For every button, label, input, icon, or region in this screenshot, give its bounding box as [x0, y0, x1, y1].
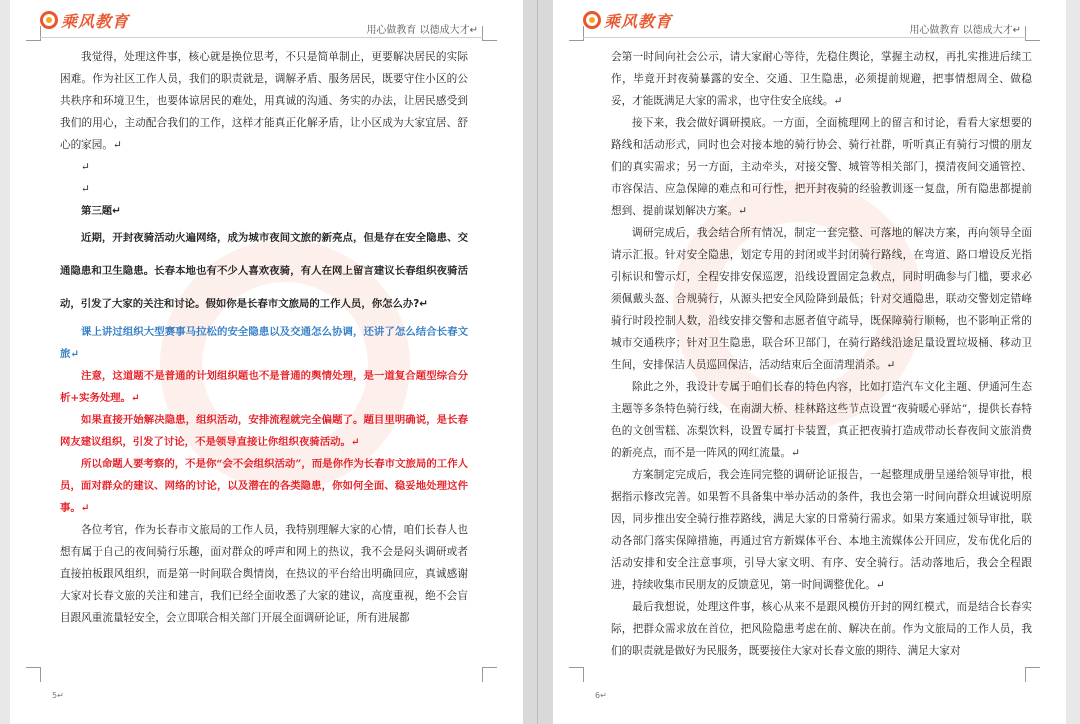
- paragraph: 我觉得，处理这件事，核心就是换位思考，不只是简单制止，更要解决居民的实际困难。作为社区工作人员，我们的职责就是，调解矛盾、服务居民，既要守住小区的公共秩序和环境卫生，也要体谅居民的难处，用真诚的沟通、务实的办法，让居民感受到我们的用心，主动配合我们的工作，这样才能真正化解矛盾，让小区成为大家宜居、舒心的家园。↵: [60, 51, 468, 151]
- header-slogan: 用心做教育 以德成大才↵: [909, 25, 1021, 36]
- crop-mark: [26, 667, 41, 682]
- paragraph: 注意，这道题不是普通的计划组织题也不是普通的舆情处理，是一道复合题型综合分析+实务处理。↵: [60, 370, 468, 404]
- paragraph: 各位考官，作为长春市文旅局的工作人员，我特别理解大家的心情，咱们长春人也想有属于自己的夜间骑行乐趣，面对群众的呼声和网上的热议，我不会是闷头调研或者直接拍板跟风组织，而是第一时间联合舆情岗，在热议的平台给出明确回应，真诚感谢大家对长春文旅的关注和建言，我们已经全面收悉了大家的建议，高度重视，绝不会盲目跟风重流量轻安全，会立即联合相关部门开展全面调研论证，所有进展都: [60, 524, 468, 624]
- page-number: 5↵: [52, 691, 64, 700]
- page-divider: [537, 0, 538, 724]
- logo-icon: [583, 11, 601, 29]
- header-logo: [583, 10, 672, 30]
- header-rule: [583, 37, 1026, 38]
- header-slogan: 用心做教育 以德成大才↵: [366, 25, 478, 36]
- paragraph: 近期，开封夜骑活动火遍网络，成为城市夜间文旅的新亮点，但是存在安全隐患、交通隐患和卫生隐患。长春本地也有不少人喜欢夜骑，有人在网上留言建议长春组织夜骑活动，引发了大家的关注和讨论。假如你是长春市文旅局的工作人员，你怎么办?↵: [60, 232, 468, 310]
- paragraph: 所以命题人要考察的，不是你“会不会组织活动”，而是你作为长春市文旅局的工作人员，面对群众的建议、网络的讨论，以及潜在的各类隐患，你如何全面、稳妥地处理这件事。↵: [60, 458, 468, 514]
- paragraph: 第三题↵: [81, 205, 121, 217]
- paragraph: 除此之外，我设计专属于咱们长春的特色内容，比如打造汽车文化主题、伊通河生态主题等多条特色骑行线，在南湖大桥、桂林路这些节点设置“夜骑暖心驿站”，提供长春特色的文创雪糕、冻梨饮料，设置专属打卡装置，真正把夜骑打造成带动长春夜间文旅消费的新亮点，而不是一阵风的网红流量。↵: [611, 381, 1032, 459]
- crop-mark: [1025, 667, 1040, 682]
- page-number: 6↵: [595, 691, 607, 700]
- logo-text: 乘风教育: [604, 11, 673, 31]
- paragraph: ↵: [81, 183, 90, 195]
- paragraph: ↵: [81, 161, 90, 173]
- header-logo: [40, 10, 129, 30]
- document-page-6: [553, 0, 1066, 724]
- paragraph: 课上讲过组织大型赛事马拉松的安全隐患以及交通怎么协调，还讲了怎么结合长春文旅↵: [60, 326, 468, 360]
- logo-text: 乘风教育: [61, 11, 130, 31]
- paragraph: 接下来，我会做好调研摸底。一方面，全面梳理网上的留言和讨论，看看大家想要的路线和活动形式，同时也会对接本地的骑行协会、骑行社群，听听真正有骑行习惯的朋友们的真实需求；另一方面，主动牵头，对接交警、城管等相关部门，摸清夜间交通管控、市容保洁、应急保障的难点和可行性，把开封夜骑的经验教训逐一复盘，所有隐患都提前想到、提前谋划解决方案。↵: [611, 117, 1032, 217]
- page-body[interactable]: [611, 46, 1032, 662]
- crop-mark: [1025, 26, 1040, 41]
- crop-mark: [569, 26, 584, 41]
- page-body[interactable]: [60, 46, 468, 629]
- paragraph: 方案制定完成后，我会连同完整的调研论证报告，一起整理成册呈递给领导审批，根据指示修改完善。如果暂不具备集中举办活动的条件，我也会第一时间向群众坦诚说明原因，同步推出安全骑行推荐路线，满足大家的日常骑行需求。如果方案通过领导审批，联动各部门落实保障措施，再通过官方新媒体平台、本地主流媒体公开回应，发布优化后的活动安排和安全注意事项，引导大家文明、有序、安全骑行。活动落地后，我会全程跟进，持续收集市民朋友的反馈意见，第一时间调整优化。↵: [611, 469, 1032, 591]
- page-gap: [523, 0, 553, 724]
- paragraph: 如果直接开始解决隐患，组织活动，安排流程就完全偏题了。题目里明确说，是长春网友建议组织，引发了讨论，不是领导直接让你组织夜骑活动。↵: [60, 414, 468, 448]
- crop-mark: [482, 26, 497, 41]
- crop-mark: [569, 667, 584, 682]
- paragraph: 会第一时间向社会公示，请大家耐心等待，先稳住舆论，掌握主动权，再扎实推进后续工作，毕竟开封夜骑暴露的安全、交通、卫生隐患，必须提前规避，把事情想周全、做稳妥，才能既满足大家的需求，也守住安全底线。↵: [611, 51, 1032, 107]
- header-rule: [40, 37, 483, 38]
- crop-mark: [482, 667, 497, 682]
- paragraph: 调研完成后，我会结合所有情况，制定一套完整、可落地的解决方案，再向领导全面请示汇报。针对安全隐患，划定专用的封闭或半封闭骑行路线，在弯道、路口增设反光指引标识和警示灯，全程安排安保巡逻，沿线设置固定急救点，同时明确参与门槛，要求必须佩戴头盔、合规骑行，从源头把安全风险降到最低；针对交通隐患，联动交警划定错峰骑行时段控制人数，沿线安排交警和志愿者值守疏导，既保障骑行顺畅，也不影响正常的城市交通秩序；针对卫生隐患，联合环卫部门，在骑行路线沿途足量设置垃圾桶、移动卫生间，安排保洁人员巡回保洁，活动结束后全面清理消杀。↵: [611, 227, 1032, 371]
- document-page-5: [10, 0, 523, 724]
- logo-icon: [40, 11, 58, 29]
- crop-mark: [26, 26, 41, 41]
- paragraph: 最后我想说，处理这件事，核心从来不是跟风模仿开封的网红模式，而是结合长春实际，把群众需求放在首位，把风险隐患考虑在前、解决在前。作为文旅局的工作人员，我们的职责就是做好为民服务，既要接住大家对长春文旅的期待、满足大家对: [611, 601, 1032, 657]
